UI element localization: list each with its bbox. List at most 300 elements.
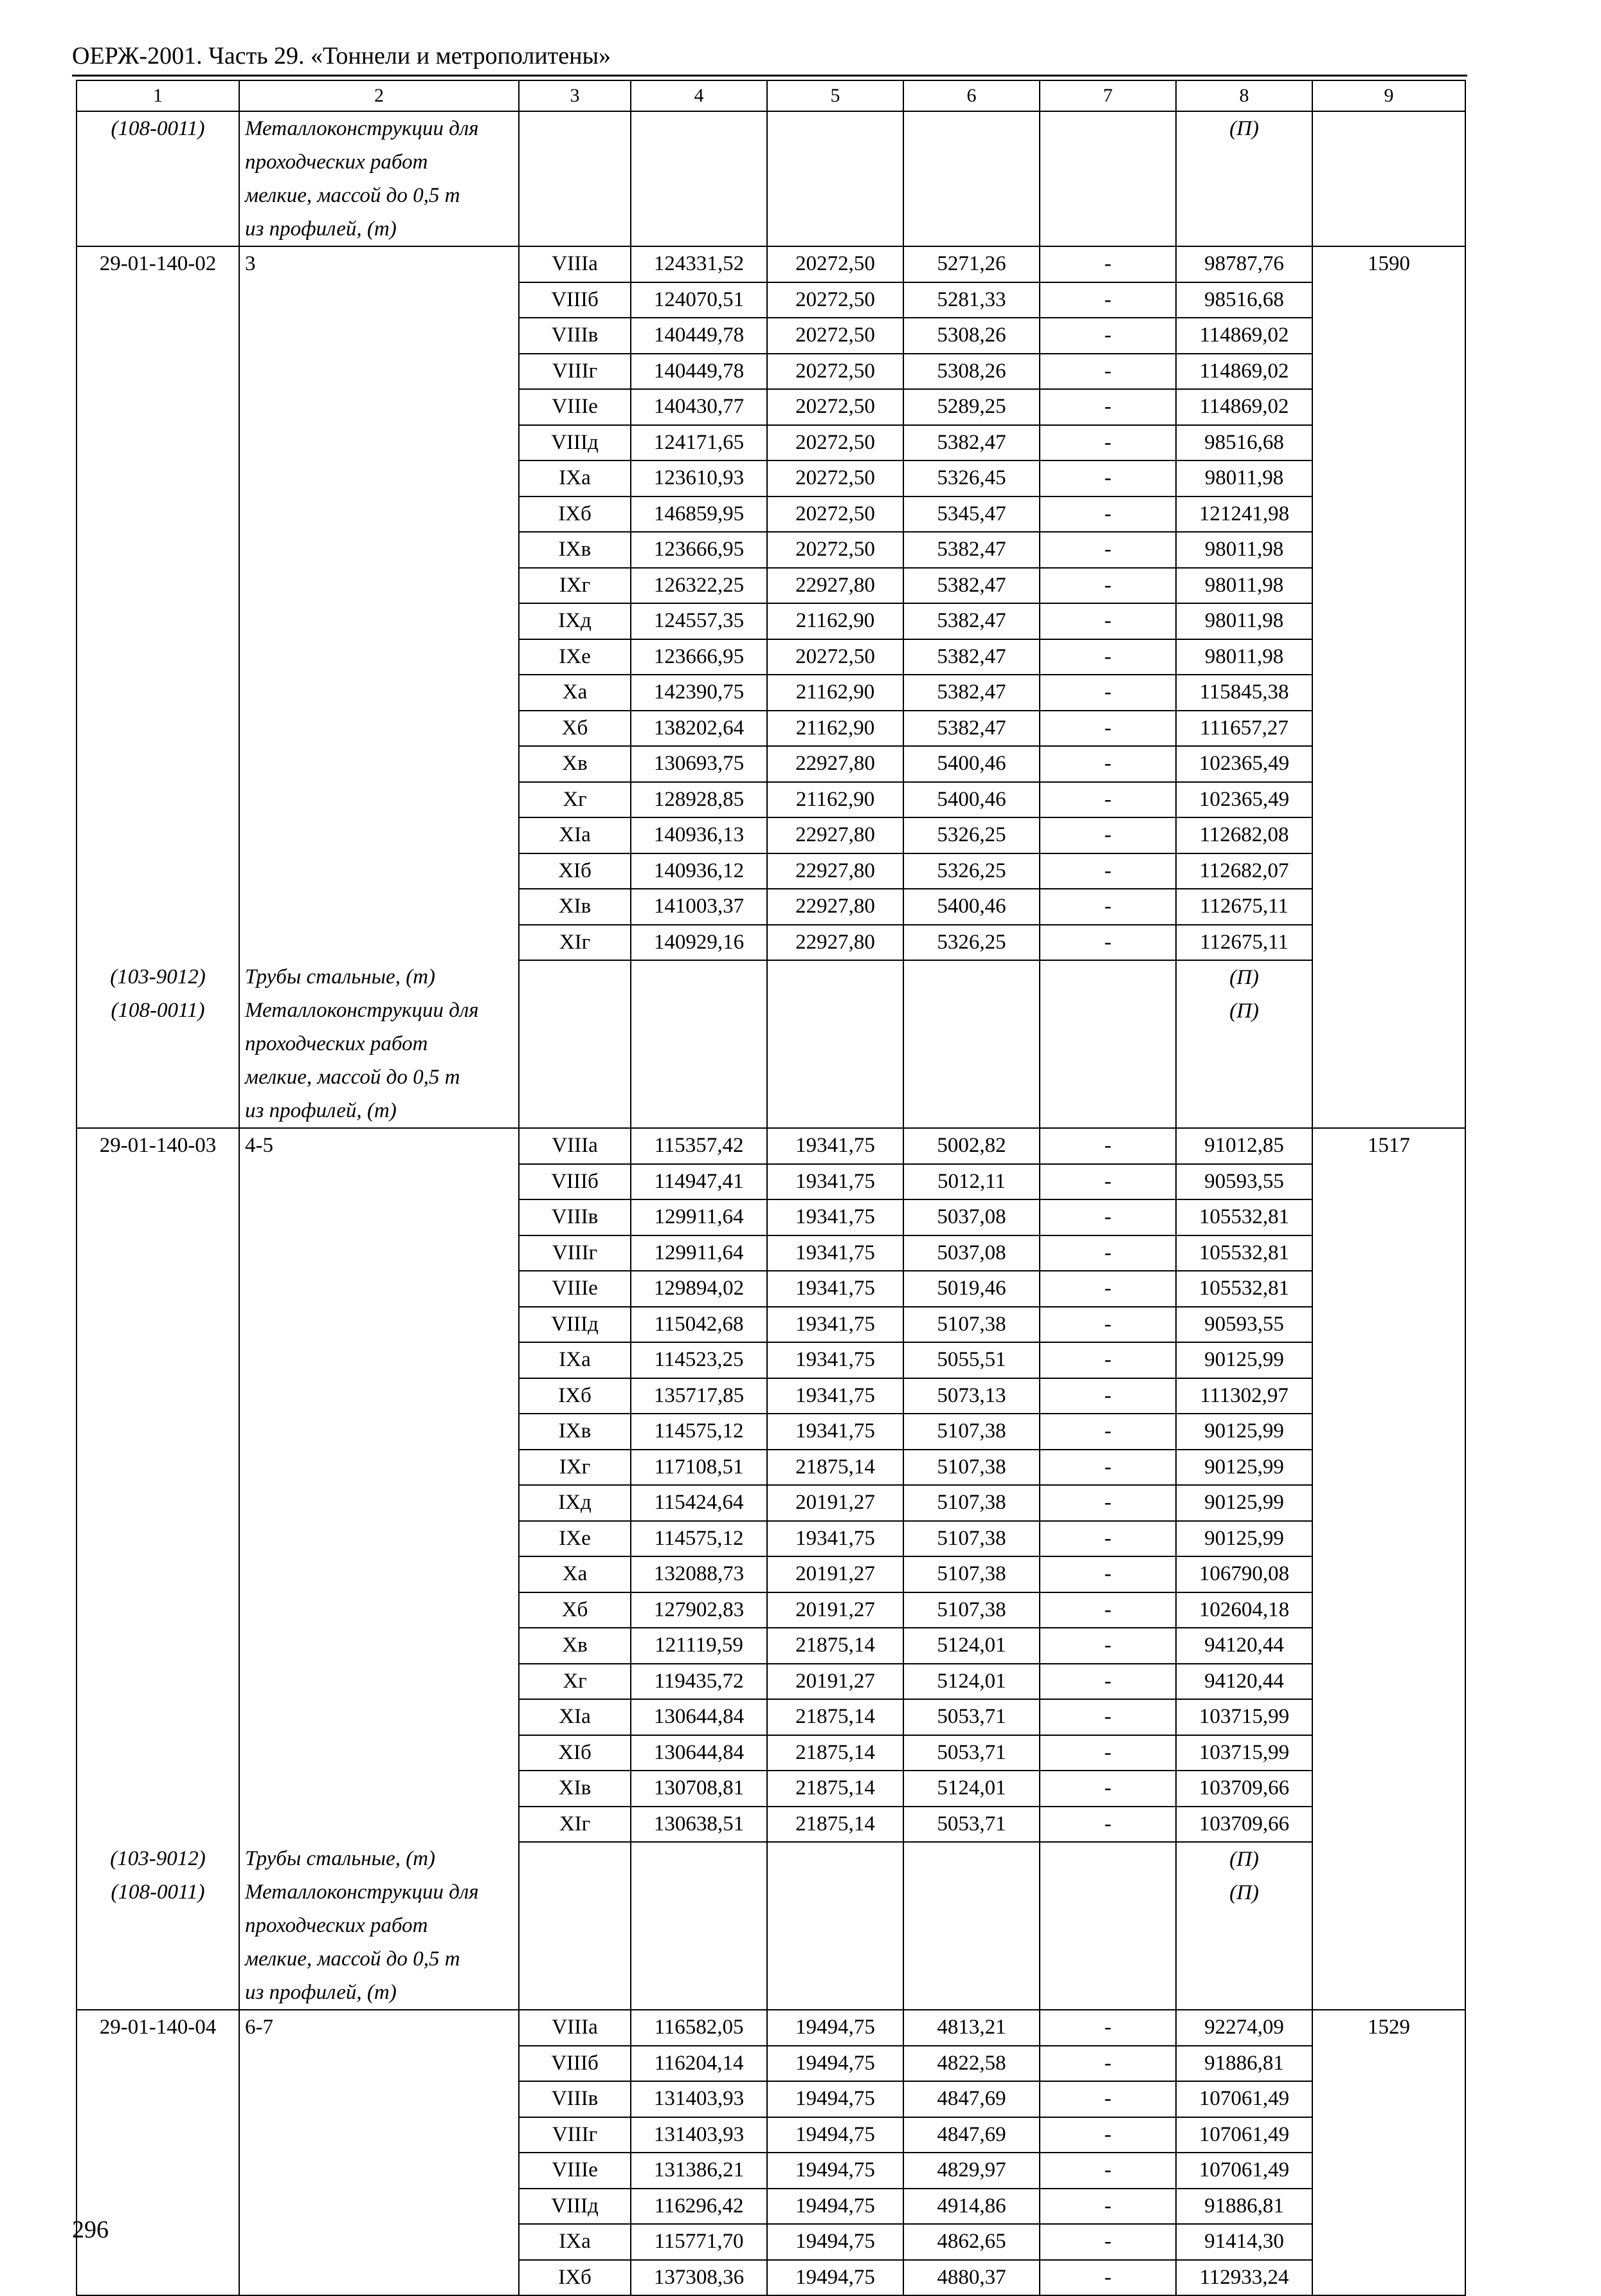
- empty-cell: [239, 1414, 519, 1450]
- value-cell: 5053,71: [903, 1807, 1040, 1843]
- table-row: [77, 1342, 1465, 1378]
- empty-cell: [239, 711, 519, 747]
- value-cell: 5281,33: [903, 282, 1040, 318]
- empty-cell: [77, 532, 239, 568]
- empty-cell: [77, 1807, 239, 1843]
- value-cell: 105532,81: [1176, 1235, 1312, 1271]
- empty-cell: [1312, 1199, 1465, 1235]
- empty-cell: [239, 639, 519, 675]
- empty-cell: [1312, 1735, 1465, 1771]
- empty-cell: [239, 1771, 519, 1807]
- resource-line: из профилей, (т): [245, 1981, 397, 2004]
- resource-code: (103-9012): [110, 965, 206, 989]
- zone-cell: Xг: [519, 1664, 631, 1700]
- value-cell: -: [1040, 1164, 1176, 1200]
- value-cell: 5289,25: [903, 389, 1040, 425]
- value-cell: 5124,01: [903, 1664, 1040, 1700]
- value-cell: 90125,99: [1176, 1342, 1312, 1378]
- zone-cell: Xв: [519, 1628, 631, 1664]
- empty-cell: [239, 1450, 519, 1486]
- empty-cell: [1312, 2046, 1465, 2082]
- empty-cell: [239, 1164, 519, 1200]
- empty-cell: [239, 318, 519, 354]
- value-cell: 19341,75: [767, 1342, 903, 1378]
- value-cell: -: [1040, 1378, 1176, 1414]
- value-cell: 5107,38: [903, 1485, 1040, 1521]
- zone-cell: IXе: [519, 1521, 631, 1557]
- value-cell: 21162,90: [767, 782, 903, 818]
- table-row: [77, 460, 1465, 497]
- empty-cell: [77, 746, 239, 782]
- empty-cell: [77, 1485, 239, 1521]
- value-cell: 107061,49: [1176, 2153, 1312, 2189]
- empty-cell: [1312, 711, 1465, 747]
- table-row: [77, 246, 1465, 282]
- table-row: [77, 318, 1465, 354]
- value-cell: 22927,80: [767, 817, 903, 853]
- empty-cell: [77, 889, 239, 925]
- value-cell: 121119,59: [631, 1628, 767, 1664]
- zone-cell: Xв: [519, 746, 631, 782]
- resource-code: (108-0011): [111, 999, 205, 1022]
- empty-cell: [77, 460, 239, 497]
- value-cell: 90125,99: [1176, 1485, 1312, 1521]
- empty-cell: [1312, 460, 1465, 497]
- resource-line: мелкие, массой до 0,5 т: [245, 184, 460, 207]
- empty-cell: [239, 1699, 519, 1735]
- empty-cell: [77, 2260, 239, 2296]
- empty-cell: [77, 2153, 239, 2189]
- value-cell: 140936,12: [631, 853, 767, 889]
- value-cell: 5107,38: [903, 1307, 1040, 1343]
- value-cell: 142390,75: [631, 675, 767, 711]
- value-cell: 5382,47: [903, 675, 1040, 711]
- table-row: [77, 568, 1465, 604]
- resource-line: Металлоконструкции для: [245, 999, 479, 1022]
- empty-cell: [1312, 1628, 1465, 1664]
- empty-cell: [239, 603, 519, 639]
- value-cell: 106790,08: [1176, 1556, 1312, 1592]
- value-cell: 5326,45: [903, 460, 1040, 497]
- value-cell: 5019,46: [903, 1271, 1040, 1307]
- resource-mark-cell: [1176, 1842, 1312, 2010]
- table-row: [77, 1807, 1465, 1843]
- value-cell: 20272,50: [767, 532, 903, 568]
- table-row: [77, 2153, 1465, 2189]
- value-cell: -: [1040, 1128, 1176, 1164]
- empty-cell: [239, 1521, 519, 1557]
- value-cell: 102604,18: [1176, 1592, 1312, 1628]
- value-cell: 20272,50: [767, 318, 903, 354]
- value-cell: -: [1040, 1521, 1176, 1557]
- value-cell: 5326,25: [903, 925, 1040, 961]
- value-cell: 22927,80: [767, 568, 903, 604]
- value-cell: 98011,98: [1176, 568, 1312, 604]
- value-cell: 116582,05: [631, 2010, 767, 2046]
- empty-cell: [239, 497, 519, 533]
- value-cell: 4847,69: [903, 2081, 1040, 2117]
- zone-cell: IXб: [519, 1378, 631, 1414]
- empty-cell: [1312, 1450, 1465, 1486]
- value-cell: 5382,47: [903, 425, 1040, 461]
- value-cell: 5002,82: [903, 1128, 1040, 1164]
- table-row: [77, 389, 1465, 425]
- resource-line: Металлоконструкции для: [245, 1881, 479, 1904]
- table-row: [77, 282, 1465, 318]
- empty-cell: [1312, 1807, 1465, 1843]
- empty-cell: [77, 1735, 239, 1771]
- value-cell: 107061,49: [1176, 2117, 1312, 2153]
- rates-table: [76, 80, 1466, 2296]
- zone-cell: IXа: [519, 2224, 631, 2260]
- value-cell: 130693,75: [631, 746, 767, 782]
- zone-cell: VIIIе: [519, 389, 631, 425]
- value-cell: 5271,26: [903, 246, 1040, 282]
- empty-cell: [239, 782, 519, 818]
- value-cell: -: [1040, 2010, 1176, 2046]
- value-cell: 98787,76: [1176, 246, 1312, 282]
- empty-cell: [239, 746, 519, 782]
- zone-cell: Xб: [519, 1592, 631, 1628]
- empty-cell: [239, 532, 519, 568]
- value-cell: 130708,81: [631, 1771, 767, 1807]
- value-cell: 90593,55: [1176, 1307, 1312, 1343]
- zone-cell: IXа: [519, 1342, 631, 1378]
- empty-cell: [1312, 639, 1465, 675]
- item-description: 4-5: [239, 1128, 519, 1164]
- value-cell: 20272,50: [767, 389, 903, 425]
- empty-cell: [239, 817, 519, 853]
- value-cell: 5382,47: [903, 639, 1040, 675]
- value-cell: 123610,93: [631, 460, 767, 497]
- empty-cell: [239, 889, 519, 925]
- value-cell: 19341,75: [767, 1414, 903, 1450]
- table-row: [77, 1128, 1465, 1164]
- table-row: [77, 1235, 1465, 1271]
- empty-cell: [77, 2117, 239, 2153]
- table-row: [77, 354, 1465, 390]
- value-cell: 21875,14: [767, 1699, 903, 1735]
- value-cell: 5107,38: [903, 1450, 1040, 1486]
- value-cell: 5345,47: [903, 497, 1040, 533]
- empty-cell: [1312, 1771, 1465, 1807]
- resource-line: из профилей, (т): [245, 1099, 397, 1122]
- value-cell: 140449,78: [631, 318, 767, 354]
- value-cell: 130644,84: [631, 1735, 767, 1771]
- value-cell: 98011,98: [1176, 603, 1312, 639]
- table-row: [77, 1699, 1465, 1735]
- empty-cell: [239, 925, 519, 961]
- value-cell: -: [1040, 1628, 1176, 1664]
- empty-cell: [1312, 1556, 1465, 1592]
- empty-cell: [77, 1664, 239, 1700]
- value-cell: -: [1040, 675, 1176, 711]
- empty-cell: [239, 2117, 519, 2153]
- empty-cell: [77, 603, 239, 639]
- resource-line: мелкие, массой до 0,5 т: [245, 1947, 460, 1971]
- value-cell: -: [1040, 782, 1176, 818]
- value-cell: 115357,42: [631, 1128, 767, 1164]
- value-cell: 5308,26: [903, 318, 1040, 354]
- value-cell: 137308,36: [631, 2260, 767, 2296]
- zone-cell: VIIIб: [519, 282, 631, 318]
- resource-mark: (П): [1229, 1881, 1259, 1904]
- zone-cell: XIв: [519, 889, 631, 925]
- value-cell: -: [1040, 603, 1176, 639]
- empty-cell: [77, 1199, 239, 1235]
- resource-mark-cell: [1176, 111, 1312, 246]
- empty-cell: [239, 1807, 519, 1843]
- empty-cell: [77, 1450, 239, 1486]
- value-cell: 107061,49: [1176, 2081, 1312, 2117]
- value-cell: 124070,51: [631, 282, 767, 318]
- empty-cell: [1312, 497, 1465, 533]
- value-cell: -: [1040, 1199, 1176, 1235]
- empty-cell: [239, 1664, 519, 1700]
- value-cell: -: [1040, 1450, 1176, 1486]
- value-cell: -: [1040, 639, 1176, 675]
- table-row: [77, 1307, 1465, 1343]
- resource-line: Трубы стальные, (т): [245, 1847, 435, 1870]
- value-cell: 98011,98: [1176, 532, 1312, 568]
- page-footer: [72, 2216, 109, 2244]
- table-row: [77, 603, 1465, 639]
- empty-cell: [77, 1235, 239, 1271]
- value-cell: 4847,69: [903, 2117, 1040, 2153]
- table-row: [77, 1592, 1465, 1628]
- value-cell: -: [1040, 1592, 1176, 1628]
- value-cell: 90125,99: [1176, 1450, 1312, 1486]
- empty-cell: [1312, 1271, 1465, 1307]
- empty-cell: [77, 711, 239, 747]
- value-cell: 129911,64: [631, 1199, 767, 1235]
- empty-cell: [631, 1842, 767, 2010]
- resource-code-cell: [77, 1842, 239, 2010]
- resource-line: Трубы стальные, (т): [245, 965, 435, 989]
- value-cell: 20191,27: [767, 1664, 903, 1700]
- empty-cell: [1312, 1378, 1465, 1414]
- value-cell: 131403,93: [631, 2081, 767, 2117]
- value-cell: 20272,50: [767, 282, 903, 318]
- value-cell: 19494,75: [767, 2081, 903, 2117]
- zone-cell: XIг: [519, 1807, 631, 1843]
- column-header: 6: [903, 80, 1040, 111]
- empty-cell: [1312, 1342, 1465, 1378]
- value-cell: 121241,98: [1176, 497, 1312, 533]
- zone-cell: Xа: [519, 675, 631, 711]
- value-cell: 91414,30: [1176, 2224, 1312, 2260]
- value-cell: 94120,44: [1176, 1628, 1312, 1664]
- column-header: 9: [1312, 80, 1465, 111]
- empty-cell: [77, 925, 239, 961]
- table-row: [77, 1735, 1465, 1771]
- value-cell: 103709,66: [1176, 1807, 1312, 1843]
- resource-row: [77, 111, 1465, 246]
- empty-cell: [239, 1271, 519, 1307]
- value-cell: -: [1040, 817, 1176, 853]
- value-cell: -: [1040, 925, 1176, 961]
- value-cell: 5037,08: [903, 1235, 1040, 1271]
- value-cell: -: [1040, 2081, 1176, 2117]
- zone-cell: VIIIа: [519, 1128, 631, 1164]
- empty-cell: [1312, 2224, 1465, 2260]
- value-cell: -: [1040, 1556, 1176, 1592]
- table-row: [77, 1628, 1465, 1664]
- empty-cell: [767, 111, 903, 246]
- zone-cell: XIв: [519, 1771, 631, 1807]
- empty-cell: [77, 1556, 239, 1592]
- value-cell: 22927,80: [767, 746, 903, 782]
- empty-cell: [77, 1271, 239, 1307]
- value-cell: 19494,75: [767, 2189, 903, 2225]
- col9-value: 1517: [1312, 1128, 1465, 1164]
- value-cell: 4813,21: [903, 2010, 1040, 2046]
- value-cell: 5037,08: [903, 1199, 1040, 1235]
- value-cell: -: [1040, 1235, 1176, 1271]
- value-cell: 117108,51: [631, 1450, 767, 1486]
- column-header: 2: [239, 80, 519, 111]
- empty-cell: [239, 1735, 519, 1771]
- empty-cell: [77, 1307, 239, 1343]
- value-cell: 4880,37: [903, 2260, 1040, 2296]
- table-row: [77, 675, 1465, 711]
- zone-cell: VIIIд: [519, 425, 631, 461]
- value-cell: 4862,65: [903, 2224, 1040, 2260]
- value-cell: -: [1040, 1771, 1176, 1807]
- table-row: [77, 1664, 1465, 1700]
- value-cell: 20272,50: [767, 497, 903, 533]
- value-cell: 112682,07: [1176, 853, 1312, 889]
- value-cell: 114869,02: [1176, 389, 1312, 425]
- value-cell: -: [1040, 711, 1176, 747]
- value-cell: 91012,85: [1176, 1128, 1312, 1164]
- value-cell: 123666,95: [631, 532, 767, 568]
- value-cell: 112933,24: [1176, 2260, 1312, 2296]
- value-cell: 5053,71: [903, 1699, 1040, 1735]
- table-row: [77, 1414, 1465, 1450]
- value-cell: 5107,38: [903, 1556, 1040, 1592]
- table-row: [77, 497, 1465, 533]
- value-cell: 141003,37: [631, 889, 767, 925]
- value-cell: 5326,25: [903, 817, 1040, 853]
- table-row: [77, 746, 1465, 782]
- empty-cell: [77, 675, 239, 711]
- value-cell: 19341,75: [767, 1164, 903, 1200]
- value-cell: 20272,50: [767, 639, 903, 675]
- value-cell: -: [1040, 2046, 1176, 2082]
- empty-cell: [239, 1485, 519, 1521]
- value-cell: 22927,80: [767, 853, 903, 889]
- value-cell: 5107,38: [903, 1592, 1040, 1628]
- value-cell: 131386,21: [631, 2153, 767, 2189]
- value-cell: 5053,71: [903, 1735, 1040, 1771]
- value-cell: 115771,70: [631, 2224, 767, 2260]
- empty-cell: [1312, 2153, 1465, 2189]
- value-cell: -: [1040, 853, 1176, 889]
- value-cell: -: [1040, 460, 1176, 497]
- empty-cell: [1312, 1164, 1465, 1200]
- empty-cell: [77, 1164, 239, 1200]
- value-cell: 4829,97: [903, 2153, 1040, 2189]
- empty-cell: [77, 1699, 239, 1735]
- zone-cell: Xа: [519, 1556, 631, 1592]
- value-cell: 94120,44: [1176, 1664, 1312, 1700]
- item-description: 6-7: [239, 2010, 519, 2046]
- zone-cell: Xг: [519, 782, 631, 818]
- empty-cell: [1312, 782, 1465, 818]
- value-cell: 124557,35: [631, 603, 767, 639]
- value-cell: 19341,75: [767, 1199, 903, 1235]
- empty-cell: [1312, 111, 1465, 246]
- value-cell: 21162,90: [767, 711, 903, 747]
- zone-cell: VIIIа: [519, 246, 631, 282]
- table-row: [77, 817, 1465, 853]
- empty-cell: [239, 568, 519, 604]
- value-cell: 19341,75: [767, 1378, 903, 1414]
- value-cell: -: [1040, 389, 1176, 425]
- value-cell: 21875,14: [767, 1628, 903, 1664]
- value-cell: -: [1040, 497, 1176, 533]
- empty-cell: [77, 497, 239, 533]
- zone-cell: IXб: [519, 497, 631, 533]
- resource-code: (108-0011): [111, 1881, 205, 1904]
- table-row: [77, 853, 1465, 889]
- value-cell: 103715,99: [1176, 1735, 1312, 1771]
- table-row: [77, 1485, 1465, 1521]
- value-cell: -: [1040, 568, 1176, 604]
- zone-cell: VIIIа: [519, 2010, 631, 2046]
- zone-cell: IXб: [519, 2260, 631, 2296]
- value-cell: -: [1040, 889, 1176, 925]
- value-cell: -: [1040, 746, 1176, 782]
- empty-cell: [767, 1842, 903, 2010]
- empty-cell: [1312, 746, 1465, 782]
- empty-cell: [1312, 603, 1465, 639]
- value-cell: 114869,02: [1176, 318, 1312, 354]
- value-cell: 5382,47: [903, 532, 1040, 568]
- resource-description: [239, 111, 519, 246]
- value-cell: -: [1040, 1664, 1176, 1700]
- item-code: 29-01-140-04: [77, 2010, 239, 2046]
- value-cell: 140449,78: [631, 354, 767, 390]
- value-cell: -: [1040, 1414, 1176, 1450]
- value-cell: 90593,55: [1176, 1164, 1312, 1200]
- value-cell: 90125,99: [1176, 1414, 1312, 1450]
- zone-cell: VIIIе: [519, 1271, 631, 1307]
- resource-row: [77, 1842, 1465, 2010]
- zone-cell: IXг: [519, 568, 631, 604]
- item-code: 29-01-140-03: [77, 1128, 239, 1164]
- empty-cell: [77, 853, 239, 889]
- value-cell: 114947,41: [631, 1164, 767, 1200]
- empty-cell: [767, 960, 903, 1128]
- value-cell: 5382,47: [903, 711, 1040, 747]
- value-cell: 92274,09: [1176, 2010, 1312, 2046]
- value-cell: 20272,50: [767, 246, 903, 282]
- empty-cell: [1040, 1842, 1176, 2010]
- value-cell: 19494,75: [767, 2224, 903, 2260]
- table-row: [77, 2189, 1465, 2225]
- table-row: [77, 2081, 1465, 2117]
- zone-cell: VIIIе: [519, 2153, 631, 2189]
- value-cell: 128928,85: [631, 782, 767, 818]
- empty-cell: [1312, 532, 1465, 568]
- empty-cell: [519, 111, 631, 246]
- col9-value: 1529: [1312, 2010, 1465, 2046]
- value-cell: 98516,68: [1176, 282, 1312, 318]
- value-cell: 20272,50: [767, 354, 903, 390]
- value-cell: -: [1040, 318, 1176, 354]
